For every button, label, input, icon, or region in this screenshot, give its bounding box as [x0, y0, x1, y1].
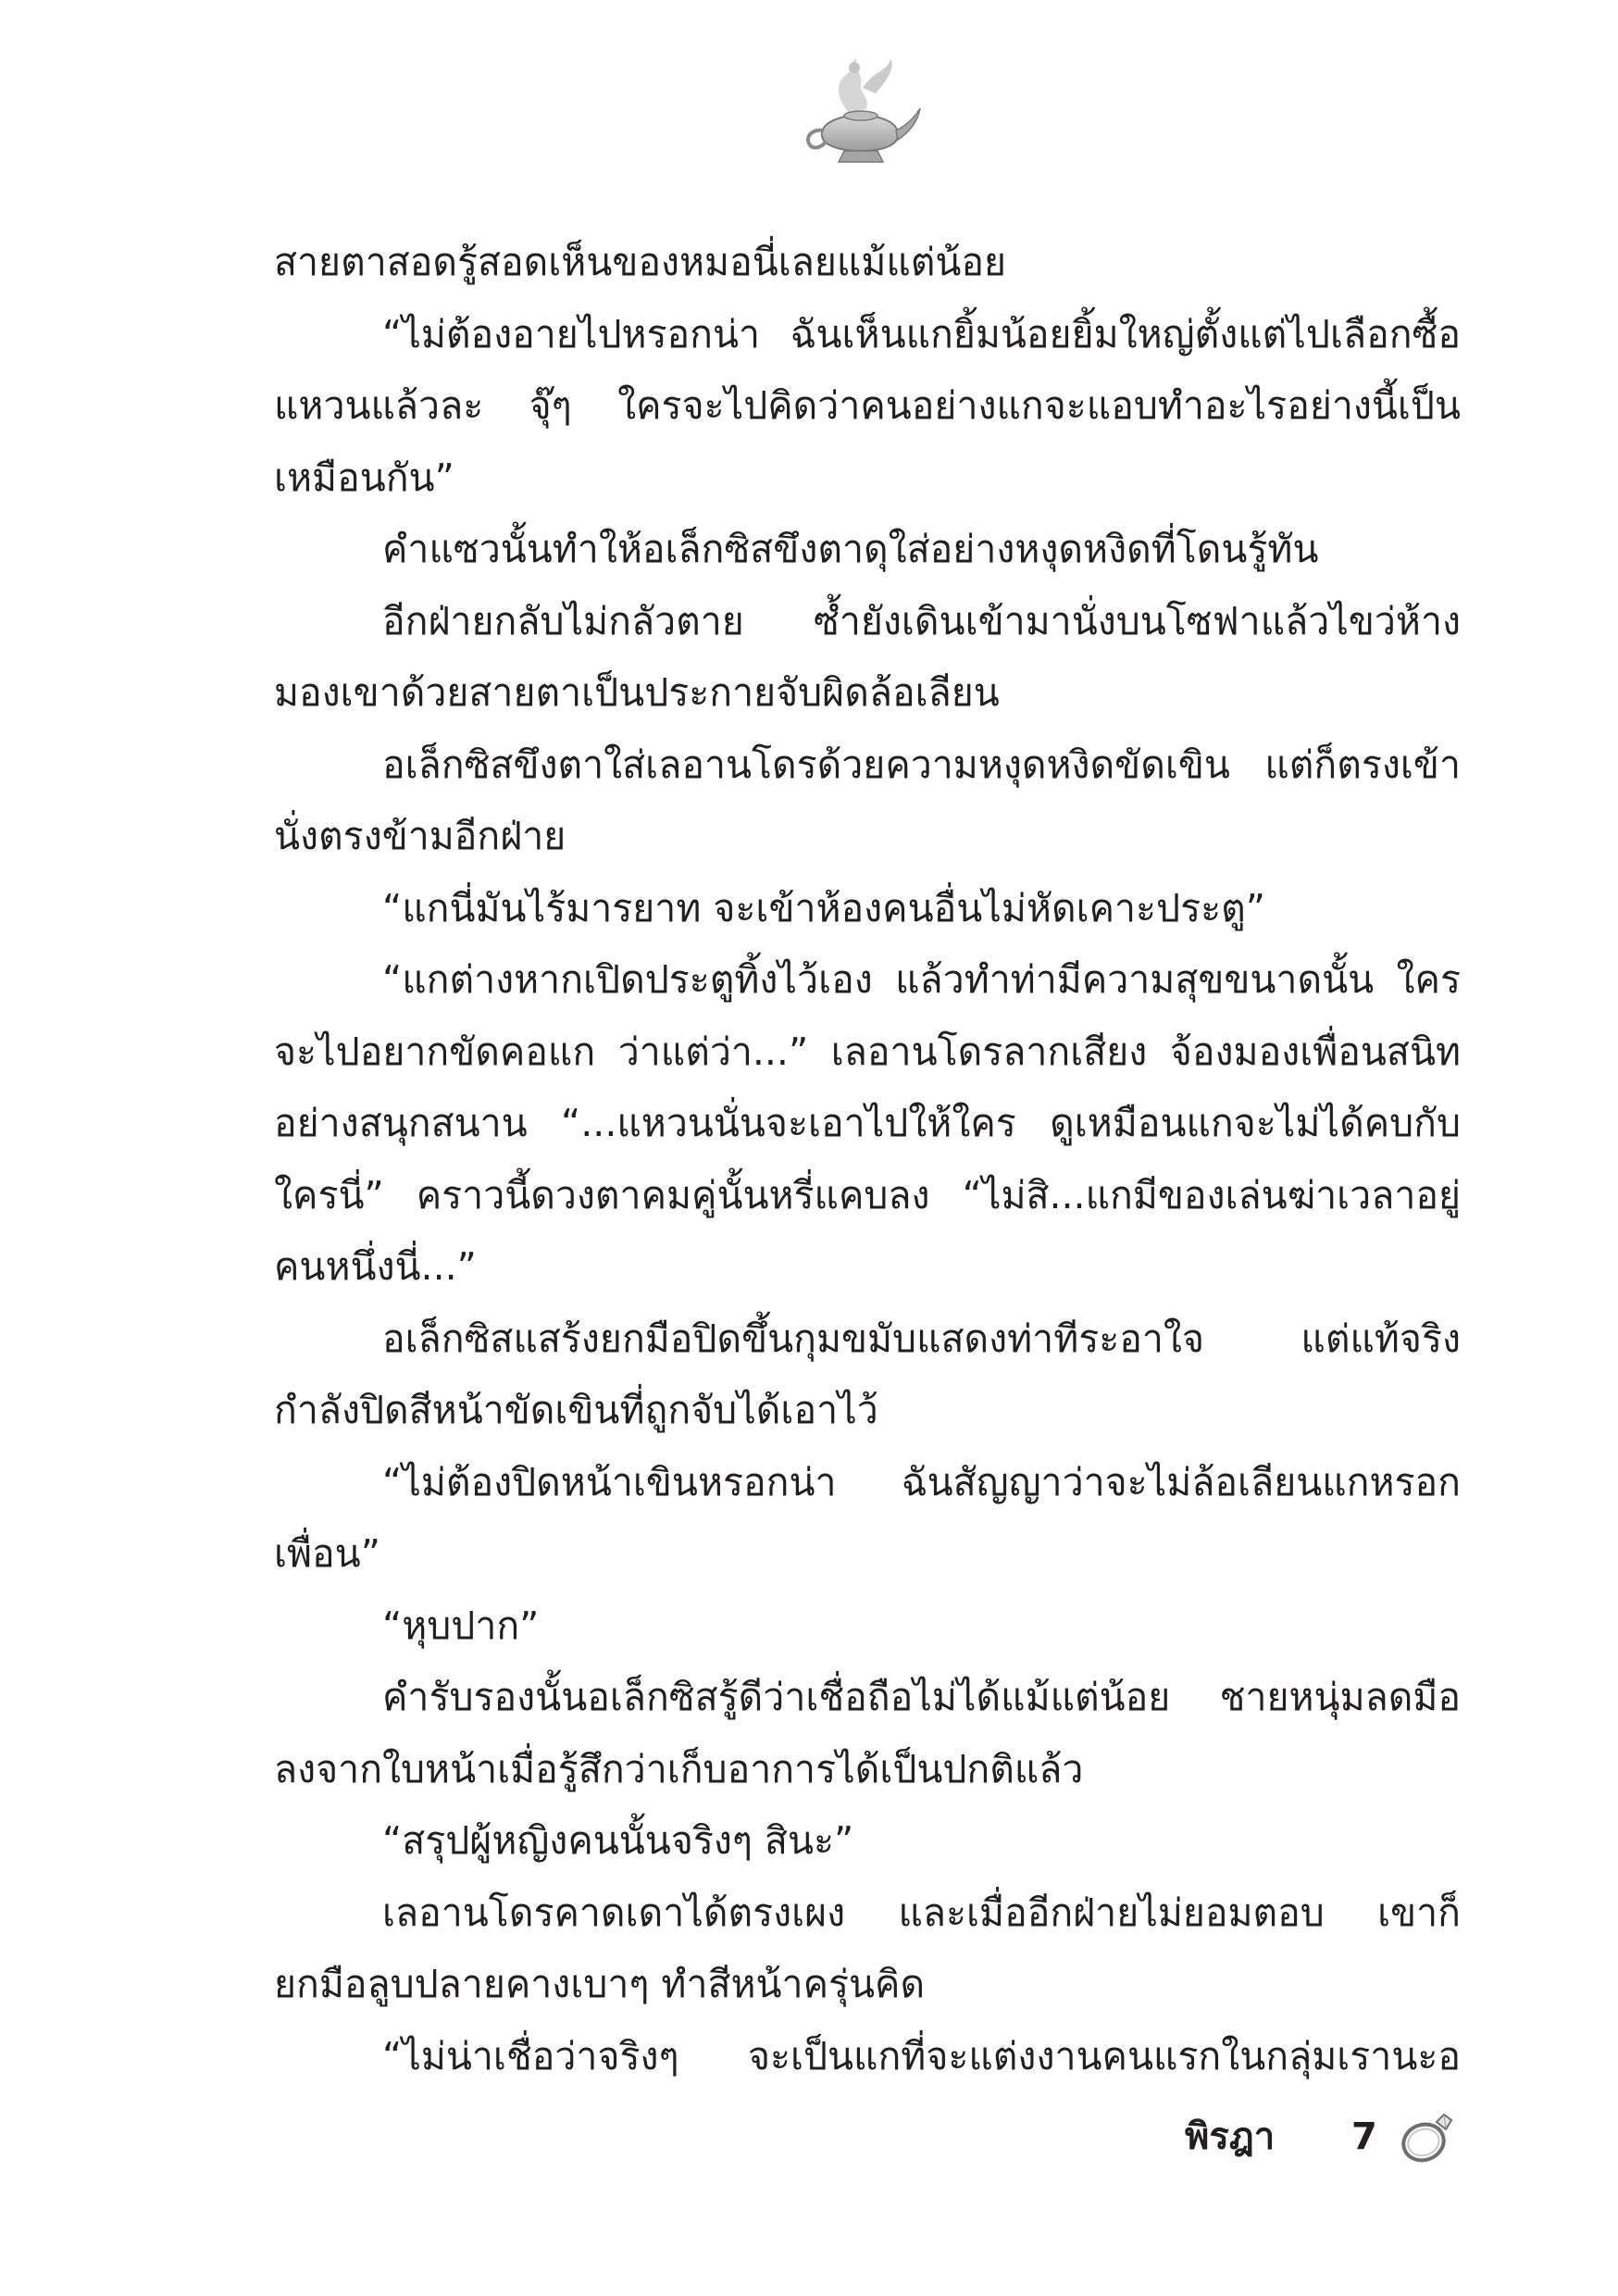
text-line: เลอานโดรคาดเดาได้ตรงเผง และเมื่ออีกฝ่ายไม่ยอมตอบ เขาก็	[382, 1890, 1461, 1935]
author-name: พิรฎา	[1185, 2115, 1276, 2158]
text-line: ลงจากใบหน้าเมื่อรู้สึกว่าเก็บอาการได้เป็นปกติแล้ว	[274, 1746, 1084, 1791]
text-line: “แกต่างหากเปิดประตูทิ้งไว้เอง แล้วทำท่ามีความสุขขนาดนั้น ใคร	[382, 957, 1461, 1002]
page-footer	[1185, 2100, 1481, 2174]
text-line: แหวนแล้วละ จุ๊ๆ ใครจะไปคิดว่าคนอย่างแกจะแอบทำอะไรอย่างนี้เป็น	[274, 383, 1461, 428]
text-line: อีกฝ่ายกลับไม่กลัวตาย ซ้ำยังเดินเข้ามานั่งบนโซฟาแล้วไขว่ห้าง	[382, 598, 1461, 643]
magic-lamp-icon	[796, 51, 926, 171]
text-line: จะไปอยากขัดคอแก ว่าแต่ว่า...” เลอานโดรลากเสียง จ้องมองเพื่อนสนิท	[274, 1029, 1461, 1074]
body-text	[274, 227, 1461, 2092]
text-line: ใครนี่” คราวนี้ดวงตาคมคู่นั้นหรี่แคบลง “ไม่สิ...แกมีของเล่นฆ่าเวลาอยู่	[274, 1172, 1461, 1217]
text-line: อเล็กซิสแสร้งยกมือปิดขึ้นกุมขมับแสดงท่าทีระอาใจ แต่แท้จริง	[382, 1316, 1461, 1361]
text-line: “ไม่น่าเชื่อว่าจริงๆ จะเป็นแกที่จะแต่งงานคนแรกในกลุ่มเรานะอ	[382, 2033, 1461, 2078]
text-line: มองเขาด้วยสายตาเป็นประกายจับผิดล้อเลียน	[274, 670, 1000, 715]
text-line: “ไม่ต้องอายไปหรอกน่า ฉันเห็นแกยิ้มน้อยยิ้มใหญ่ตั้งแต่ไปเลือกซื้อ	[382, 311, 1461, 356]
text-line: เหมือนกัน”	[274, 455, 454, 500]
ring-icon	[1396, 2103, 1461, 2168]
text-line: “หุบปาก”	[382, 1603, 540, 1648]
page-number: 7	[1351, 2115, 1377, 2158]
text-line: กำลังปิดสีหน้าขัดเขินที่ถูกจับได้เอาไว้	[274, 1388, 878, 1432]
text-line: “แกนี่มันไร้มารยาท จะเข้าห้องคนอื่นไม่หัดเคาะประตู”	[382, 885, 1265, 930]
text-line: นั่งตรงข้ามอีกฝ่าย	[274, 814, 566, 858]
text-line: คำรับรองนั้นอเล็กซิสรู้ดีว่าเชื่อถือไม่ได้แม้แต่น้อย ชายหนุ่มลดมือ	[382, 1675, 1461, 1719]
text-line: “สรุปผู้หญิงคนนั้นจริงๆ สินะ”	[382, 1818, 854, 1863]
text-line: คำแซวนั้นทำให้อเล็กซิสขึงตาดุใส่อย่างหงุดหงิดที่โดนรู้ทัน	[382, 527, 1319, 571]
text-line: “ไม่ต้องปิดหน้าเขินหรอกน่า ฉันสัญญาว่าจะไม่ล้อเลียนแกหรอก	[382, 1459, 1461, 1504]
text-line: คนหนึ่งนี่...”	[274, 1244, 477, 1289]
text-line: สายตาสอดรู้สอดเห็นของหมอนี่เลยแม้แต่น้อย	[274, 240, 1007, 284]
text-line: เพื่อน”	[274, 1531, 380, 1576]
text-line: ยกมือลูบปลายคางเบาๆ ทำสีหน้าครุ่นคิด	[274, 1962, 926, 2006]
text-line: อเล็กซิสขึงตาใส่เลอานโดรด้วยความหงุดหงิดขัดเขิน แต่ก็ตรงเข้า	[382, 742, 1461, 787]
text-line: อย่างสนุกสนาน “...แหวนนั่นจะเอาไปให้ใคร ดูเหมือนแกจะไม่ได้คบกับ	[274, 1101, 1461, 1145]
